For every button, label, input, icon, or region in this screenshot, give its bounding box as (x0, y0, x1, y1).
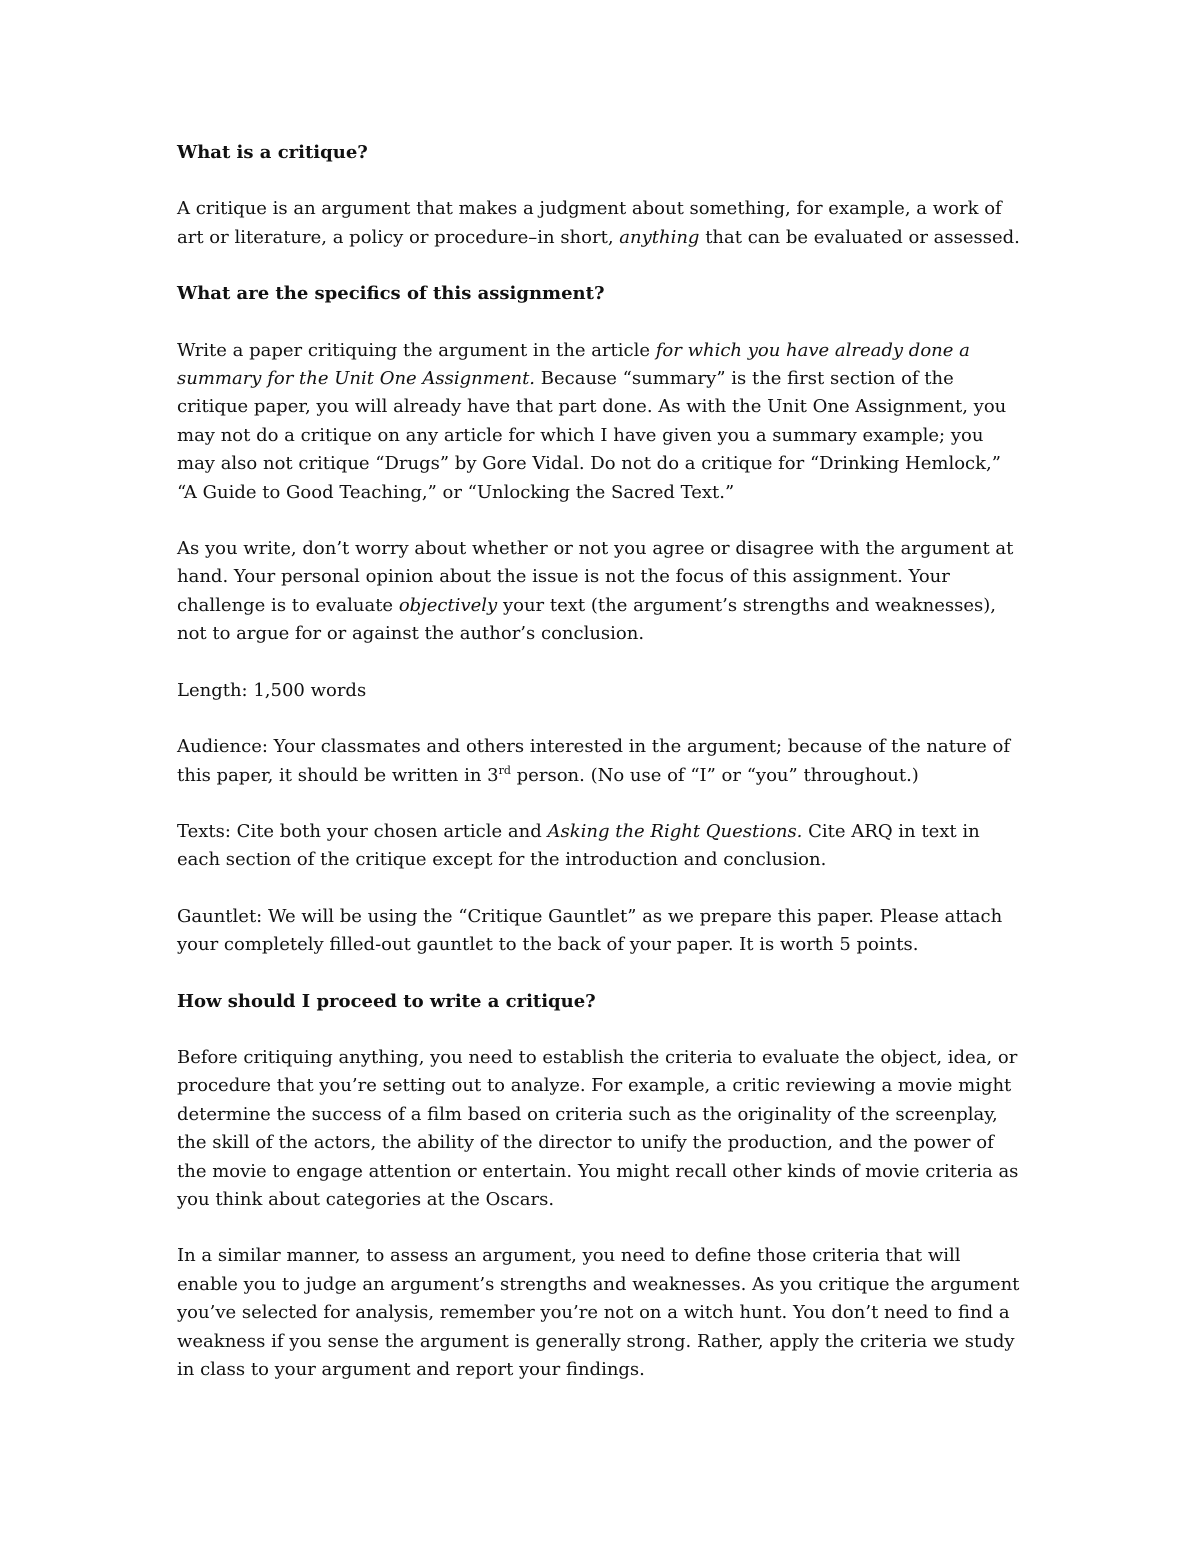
document-page (177, 139, 1025, 1412)
text-run: A critique is an argument that makes a judgment about something, for example, a work of art or literature, a policy or procedure–in short, (177, 198, 1002, 248)
paragraph-objectivity (177, 535, 1025, 649)
text-run: Texts: Cite both your chosen article and (177, 820, 548, 842)
paragraph-criteria: Before critiquing anything, you need to establish the criteria to evaluate the object, idea, or procedure that you’re setting out to analyze. For example, a critic reviewing a movie might determine the success of a film based on criteria such as the originality of the screenplay, the skill of the actors, the ability of the director to unify the production, and the power of the movie to engage attention or entertain. You might recall other kinds of movie criteria as you think about categories at the Oscars. (177, 1046, 1019, 1210)
paragraph-similar-manner: In a similar manner, to assess an argument, you need to define those criteria that will enable you to judge an argument’s strengths and weaknesses. As you critique the argument you’ve selected for analysis, remember you’re not on a witch hunt. You don’t need to find a weakness if you sense the argument is generally strong. Rather, apply the criteria we study in class to your argument and report your findings. (177, 1245, 1020, 1380)
heading-assignment-specifics: What are the specifics of this assignment? (177, 283, 605, 305)
text-run: As you write, don’t worry about whether or not you agree or disagree with the argument at hand. Your personal opinion about the issue is not the focus of this assignment. Your challenge is to evaluate (177, 538, 1014, 616)
italic-text: for which you have already done a summary for the Unit One Assignment. (177, 339, 970, 390)
text-run: Because “summary” is the first section of the critique paper, you will already have that part done. As with the Unit One Assignment, you may not do a critique on any article for which I have given you a summary example; you may also not critique “Drugs” by Gore Vidal. Do not do a critique for “Drinking Hemlock,” “A Guide to Good Teaching,” or “Unlocking the Sacred Text.” (177, 368, 1007, 503)
italic-text: anything (619, 226, 700, 248)
paragraph-gauntlet: Gauntlet: We will be using the “Critique Gauntlet” as we prepare this paper. Please attach your completely filled-out gauntlet to the back of your paper. It is worth 5 points. (177, 905, 1003, 956)
text-run: Audience: Your classmates and others interested in the argument; because of the nature of this paper, it should be written in 3 (177, 736, 1011, 786)
heading-what-is-critique: What is a critique? (177, 142, 368, 163)
superscript-text: rd (498, 763, 511, 777)
paragraph-assignment-instructions (177, 337, 1025, 507)
text-run: Cite ARQ in text in each section of the critique except for the introduction and conclusion. (177, 820, 980, 871)
text-run: that can be evaluated or assessed. (699, 226, 1020, 248)
paragraph-critique-definition (177, 195, 1025, 252)
text-run: Write a paper critiquing the argument in the article (177, 339, 656, 361)
heading-how-to-proceed: How should I proceed to write a critique? (177, 990, 596, 1012)
italic-text: Asking the Right Questions. (547, 820, 803, 842)
text-run: your text (the argument’s strengths and weaknesses), not to argue for or against the author’s conclusion. (177, 594, 997, 645)
paragraph-texts (177, 818, 1025, 875)
paragraph-audience (177, 733, 1025, 790)
paragraph-length: Length: 1,500 words (177, 679, 367, 701)
italic-text: objectively (398, 594, 498, 616)
text-run: person. (No use of “I” or “you” throughout.) (510, 764, 919, 786)
